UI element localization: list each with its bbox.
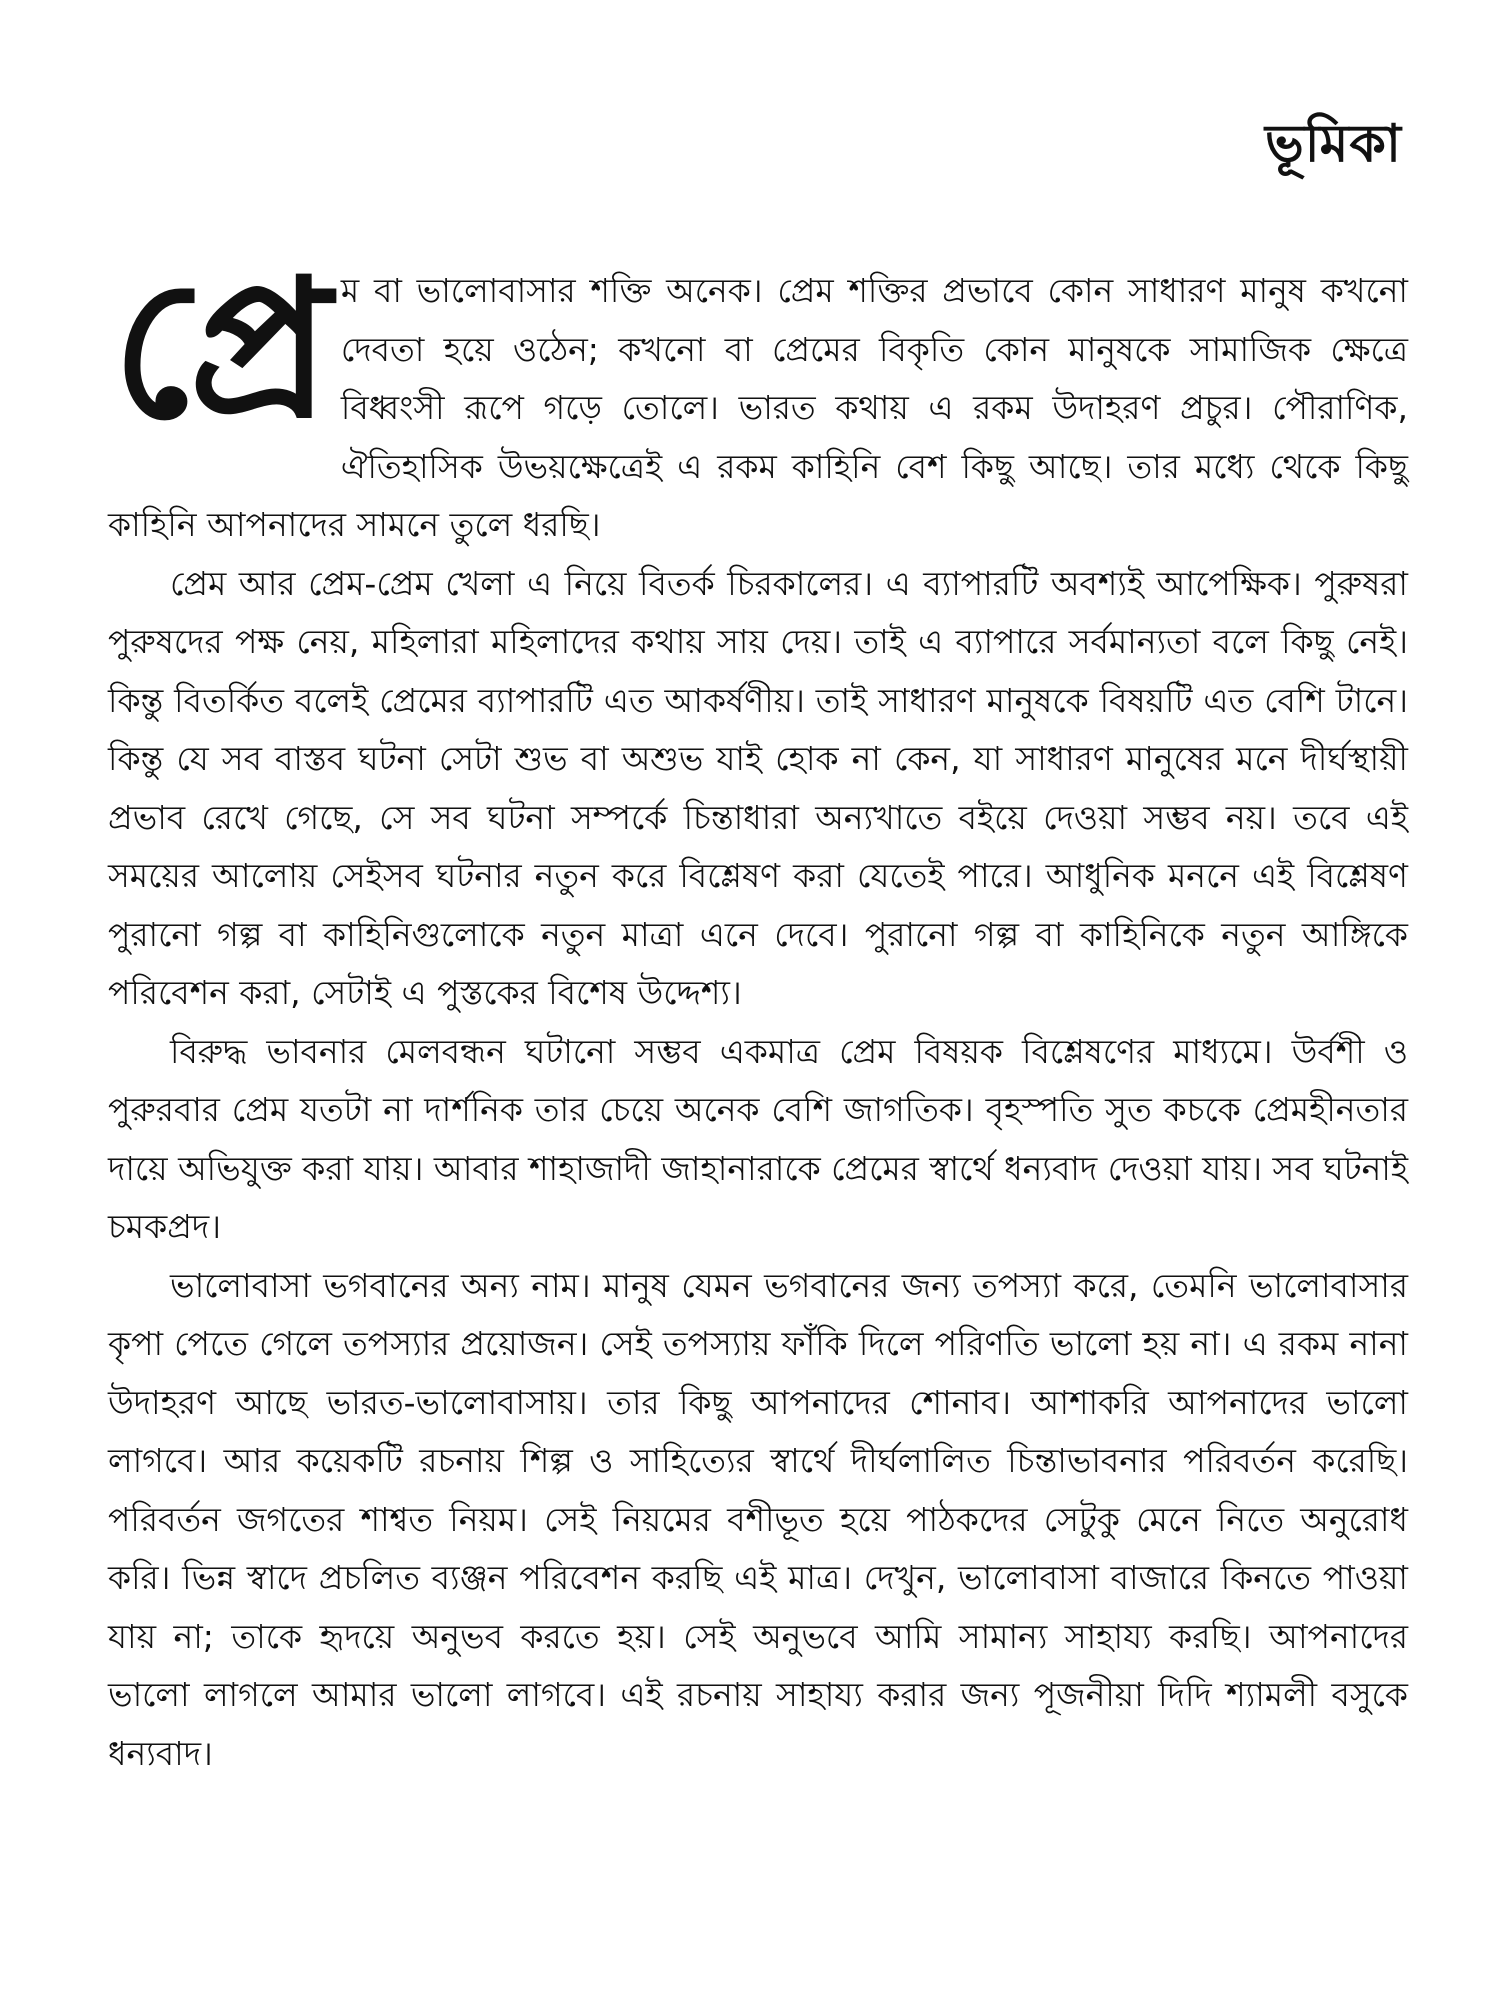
paragraph-4: ভালোবাসা ভগবানের অন্য নাম। মানুষ যেমন ভগবানের জন্য তপস্যা করে, তেমনি ভালোবাসার কৃপা পেতে গেলে তপস্যার প্রয়োজন। সেই তপস্যায় ফাঁকি দিলে পরিণতি ভালো হয় না। এ রকম নানা উদাহরণ আছে ভারত-ভালোবাসায়। তার কিছু আপনাদের শোনাব। আশাকরি আপনাদের ভালো লাগবে। আর কয়েকটি রচনায় শিল্প ও সাহিত্যের স্বার্থে দীর্ঘলালিত চিন্তাভাবনার পরিবর্তন করেছি। পরিবর্তন জগতের শাশ্বত নিয়ম। সেই নিয়মের বশীভূত হয়ে পাঠকদের সেটুকু মেনে নিতে অনুরোধ করি। ভিন্ন স্বাদে প্রচলিত ব্যঞ্জন পরিবেশন করছি এই মাত্র। দেখুন, ভালোবাসা বাজারে কিনতে পাওয়া যায় না; তাকে হৃদয়ে অনুভব করতে হয়। সেই অনুভবে আমি সামান্য সাহায্য করছি। আপনাদের ভালো লাগলে আমার ভালো লাগবে। এই রচনায় সাহায্য করার জন্য পূজনীয়া দিদি শ্যামলী বসুকে ধন্যবাদ।: [108, 1265, 1408, 1773]
body-text: [108, 237, 1408, 1783]
paragraph-2: প্রেম আর প্রেম-প্রেম খেলা এ নিয়ে বিতর্ক চিরকালের। এ ব্যাপারটি অবশ্যই আপেক্ষিক। পুরুষরা পুরুষদের পক্ষ নেয়, মহিলারা মহিলাদের কথায় সায় দেয়। তাই এ ব্যাপারে সর্বমান্যতা বলে কিছু নেই। কিন্তু বিতর্কিত বলেই প্রেমের ব্যাপারটি এত আকর্ষণীয়। তাই সাধারণ মানুষকে বিষয়টি এত বেশি টানে। কিন্তু যে সব বাস্তব ঘটনা সেটা শুভ বা অশুভ যাই হোক না কেন, যা সাধারণ মানুষের মনে দীর্ঘস্থায়ী প্রভাব রেখে গেছে, সে সব ঘটনা সম্পর্কে চিন্তাধারা অন্যখাতে বইয়ে দেওয়া সম্ভব নয়। তবে এই সময়ের আলোয় সেইসব ঘটনার নতুন করে বিশ্লেষণ করা যেতেই পারে। আধুনিক মননে এই বিশ্লেষণ পুরানো গল্প বা কাহিনিগুলোকে নতুন মাত্রা এনে দেবে। পুরানো গল্প বা কাহিনিকে নতুন আঙ্গিকে পরিবেশন করা, সেটাই এ পুস্তকের বিশেষ উদ্দেশ্য।: [108, 563, 1408, 1012]
paragraph-1: [108, 237, 1408, 555]
paragraph-3: বিরুদ্ধ ভাবনার মেলবন্ধন ঘটানো সম্ভব একমাত্র প্রেম বিষয়ক বিশ্লেষণের মাধ্যমে। উর্বশী ও পুরুরবার প্রেম যতটা না দার্শনিক তার চেয়ে অনেক বেশি জাগতিক। বৃহস্পতি সুত কচকে প্রেমহীনতার দায়ে অভিযুক্ত করা যায়। আবার শাহাজাদী জাহানারাকে প্রেমের স্বার্থে ধন্যবাদ দেওয়া যায়। সব ঘটনাই চমকপ্রদ।: [108, 1031, 1408, 1246]
paragraph-1-text: ম বা ভালোবাসার শক্তি অনেক। প্রেম শক্তির প্রভাবে কোন সাধারণ মানুষ কখনো দেবতা হয়ে ওঠেন; কখনো বা প্রেমের বিকৃতি কোন মানুষকে সামাজিক ক্ষেত্রে বিধ্বংসী রূপে গড়ে তোলে। ভারত কথায় এ রকম উদাহরণ প্রচুর। পৌরাণিক, ঐতিহাসিক উভয়ক্ষেত্রেই এ রকম কাহিনি বেশ কিছু আছে। তার মধ্যে থেকে কিছু কাহিনি আপনাদের সামনে তুলে ধরছি।: [108, 271, 1408, 544]
page-title: ভূমিকা: [1265, 114, 1402, 174]
drop-cap: প্রে: [112, 237, 327, 460]
